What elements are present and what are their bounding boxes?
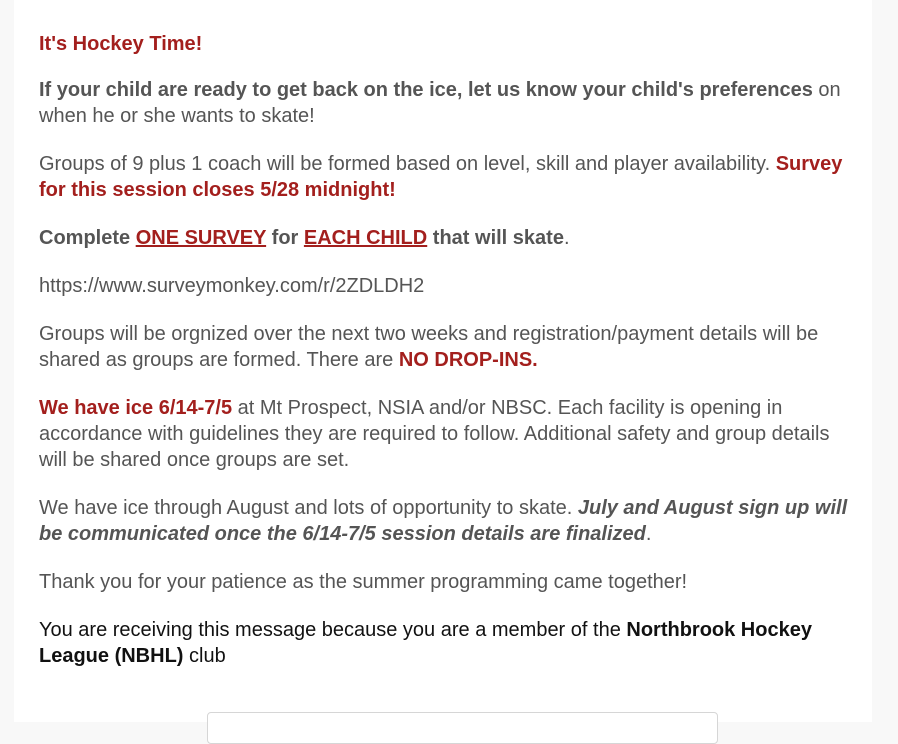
intro-bold-text: If your child are ready to get back on the ice, let us know your child's preferences	[39, 79, 813, 101]
each-child-text: EACH CHILD	[303, 227, 428, 249]
complete-paragraph	[39, 225, 851, 251]
club-name-text: Northbrook Hockey League (NBHL)	[39, 619, 812, 667]
complete-tail-text: that will skate	[427, 227, 564, 249]
groups-paragraph	[39, 151, 851, 203]
survey-url-paragraph	[39, 273, 851, 299]
organize-text: Groups will be orgnized over the next two weeks and registration/payment details will be shared as groups are formed. There are	[39, 323, 819, 371]
ice-dates-text: We have ice 6/14-7/5	[39, 397, 233, 419]
intro-rest-text: on when he or she wants to skate!	[39, 79, 841, 127]
email-card	[14, 0, 872, 722]
august-period: .	[645, 523, 652, 545]
august-emphasis-text: July and August sign up will be communicated once the 6/14-7/5 session details are finalized	[39, 497, 848, 545]
footer-tail-text: club	[183, 645, 226, 667]
survey-url-link[interactable]: https://www.surveymonkey.com/r/2ZDLDH2	[39, 275, 425, 297]
complete-lead-text: Complete	[39, 227, 136, 249]
ice-details-text: at Mt Prospect, NSIA and/or NBSC. Each facility is opening in accordance with guidelines they are required to follow. Additional safety and group details will be shared once groups are set.	[39, 397, 830, 471]
email-title: It's Hockey Time!	[39, 33, 203, 55]
footer-paragraph	[39, 617, 851, 669]
august-paragraph	[39, 495, 851, 547]
survey-deadline-text: Survey for this session closes 5/28 midnight!	[39, 153, 843, 201]
email-body	[39, 31, 851, 691]
bottom-button-box[interactable]	[207, 712, 718, 744]
one-survey-text: ONE SURVEY	[135, 227, 267, 249]
groups-text: Groups of 9 plus 1 coach will be formed based on level, skill and player availability.	[39, 153, 776, 175]
organize-paragraph	[39, 321, 851, 373]
footer-lead-text: You are receiving this message because you are a member of the	[39, 619, 627, 641]
complete-for-text: for	[266, 227, 304, 249]
ice-paragraph	[39, 395, 851, 473]
no-drop-ins-text: NO DROP-INS.	[398, 349, 538, 371]
intro-paragraph	[39, 77, 851, 129]
complete-period: .	[563, 227, 570, 249]
thanks-paragraph: Thank you for your patience as the summer programming came together!	[39, 571, 688, 593]
august-text: We have ice through August and lots of opportunity to skate.	[39, 497, 578, 519]
